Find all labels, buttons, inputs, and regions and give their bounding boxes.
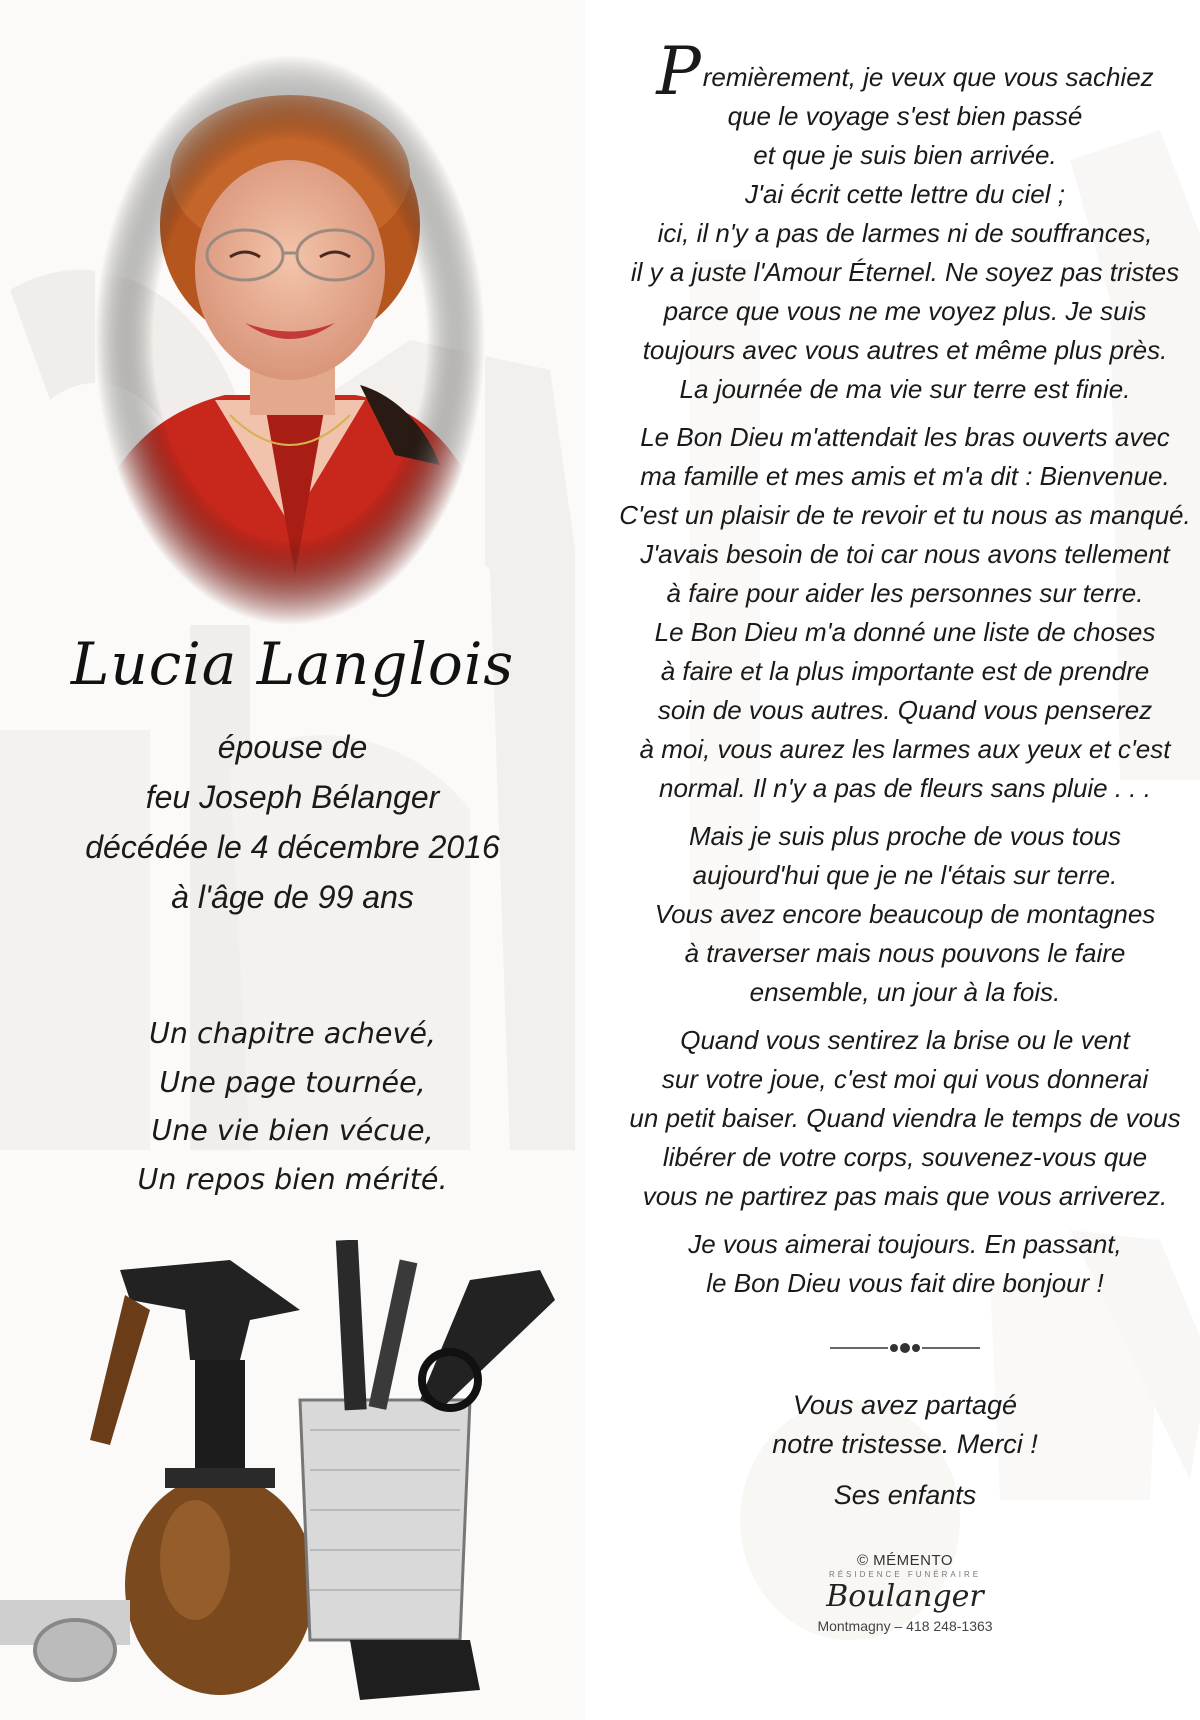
letter-line: remièrement, je veux que vous sachiez (702, 62, 1154, 92)
detail-line: épouse de (217, 729, 368, 765)
funeral-home-subtitle: RÉSIDENCE FUNÉRAIRE (828, 1570, 982, 1579)
letter-line: à moi, vous aurez les larmes aux yeux et c'est (639, 734, 1171, 764)
letter-from-heaven (610, 33, 1200, 1312)
letter-line: sur votre joue, c'est moi qui vous donnerai (661, 1064, 1149, 1094)
letter-line: normal. Il n'y a pas de fleurs sans pluie . . . (659, 773, 1151, 803)
detail-line: feu Joseph Bélanger (145, 779, 440, 815)
left-panel (0, 0, 585, 1720)
letter-line: libérer de votre corps, souvenez-vous que (662, 1142, 1148, 1172)
letter-paragraph (610, 418, 1200, 808)
detail-line: décédée le 4 décembre 2016 (85, 829, 500, 865)
letter-paragraph (610, 817, 1200, 1012)
ornament-divider-icon (830, 1338, 980, 1358)
letter-paragraph (610, 1225, 1200, 1303)
letter-paragraph (610, 33, 1200, 409)
letter-line: Vous avez encore beaucoup de montagnes (654, 899, 1156, 929)
letter-line: soin de vous autres. Quand vous penserez (657, 695, 1153, 725)
portrait-photo (95, 55, 485, 625)
letter-line: C'est un plaisir de te revoir et tu nous as manqué. (619, 500, 1191, 530)
letter-line: Le Bon Dieu m'attendait les bras ouverts avec (640, 422, 1170, 452)
letter-line: à faire pour aider les personnes sur terre. (666, 578, 1144, 608)
funeral-home-logo: Boulanger (826, 1579, 984, 1614)
funeral-home-credit (610, 1552, 1200, 1634)
funeral-home-contact: Montmagny – 418 248-1363 (817, 1618, 993, 1634)
letter-line: vous ne partirez pas mais que vous arriverez. (642, 1181, 1168, 1211)
poem-line: Une vie bien vécue, (151, 1114, 434, 1147)
letter-line: un petit baiser. Quand viendra le temps de vous (629, 1103, 1181, 1133)
letter-line: toujours avec vous autres et même plus près. (642, 335, 1168, 365)
letter-line: J'ai écrit cette lettre du ciel ; (745, 179, 1065, 209)
letter-line: il y a juste l'Amour Éternel. Ne soyez pas tristes (630, 257, 1180, 287)
letter-line: ma famille et mes amis et m'a dit : Bienvenue. (640, 461, 1170, 491)
obituary-details (0, 722, 585, 922)
letter-line: à traverser mais nous pouvons le faire (684, 938, 1126, 968)
thanks-line: Vous avez partagé (792, 1390, 1018, 1420)
letter-line: aujourd'hui que je ne l'étais sur terre. (692, 860, 1118, 890)
letter-line: J'avais besoin de toi car nous avons tellement (640, 539, 1170, 569)
letter-line: et que je suis bien arrivée. (753, 140, 1057, 170)
thanks-message (610, 1386, 1200, 1464)
letter-line: Je vous aimerai toujours. En passant, (688, 1229, 1122, 1259)
letter-line: Mais je suis plus proche de vous tous (688, 821, 1122, 851)
signature: Ses enfants (833, 1480, 977, 1510)
letter-line: La journée de ma vie sur terre est finie. (679, 374, 1131, 404)
hairdresser-tools-image (0, 1240, 585, 1710)
letter-line: ensemble, un jour à la fois. (749, 977, 1061, 1007)
letter-line: Le Bon Dieu m'a donné une liste de choses (654, 617, 1156, 647)
letter-line: à faire et la plus importante est de prendre (660, 656, 1150, 686)
right-panel (610, 0, 1200, 1720)
deceased-name: Lucia Langlois (70, 630, 515, 698)
poem-line: Un repos bien mérité. (137, 1162, 448, 1196)
thanks-line: notre tristesse. Merci ! (772, 1429, 1038, 1459)
copyright-text: © MÉMENTO (856, 1552, 954, 1569)
letter-line: que le voyage s'est bien passé (727, 101, 1083, 131)
letter-line: ici, il n'y a pas de larmes ni de souffrances, (657, 218, 1153, 248)
letter-line: parce que vous ne me voyez plus. Je suis (663, 296, 1147, 326)
poem-line: Une page tournée, (159, 1065, 426, 1099)
letter-line: Quand vous sentirez la brise ou le vent (680, 1025, 1130, 1055)
memorial-poem (0, 1010, 585, 1204)
poem-line: Un chapitre achevé, (149, 1017, 436, 1050)
drop-cap: P (656, 33, 701, 110)
letter-line: le Bon Dieu vous fait dire bonjour ! (706, 1268, 1104, 1298)
detail-line: à l'âge de 99 ans (171, 879, 414, 915)
letter-paragraph (610, 1021, 1200, 1216)
